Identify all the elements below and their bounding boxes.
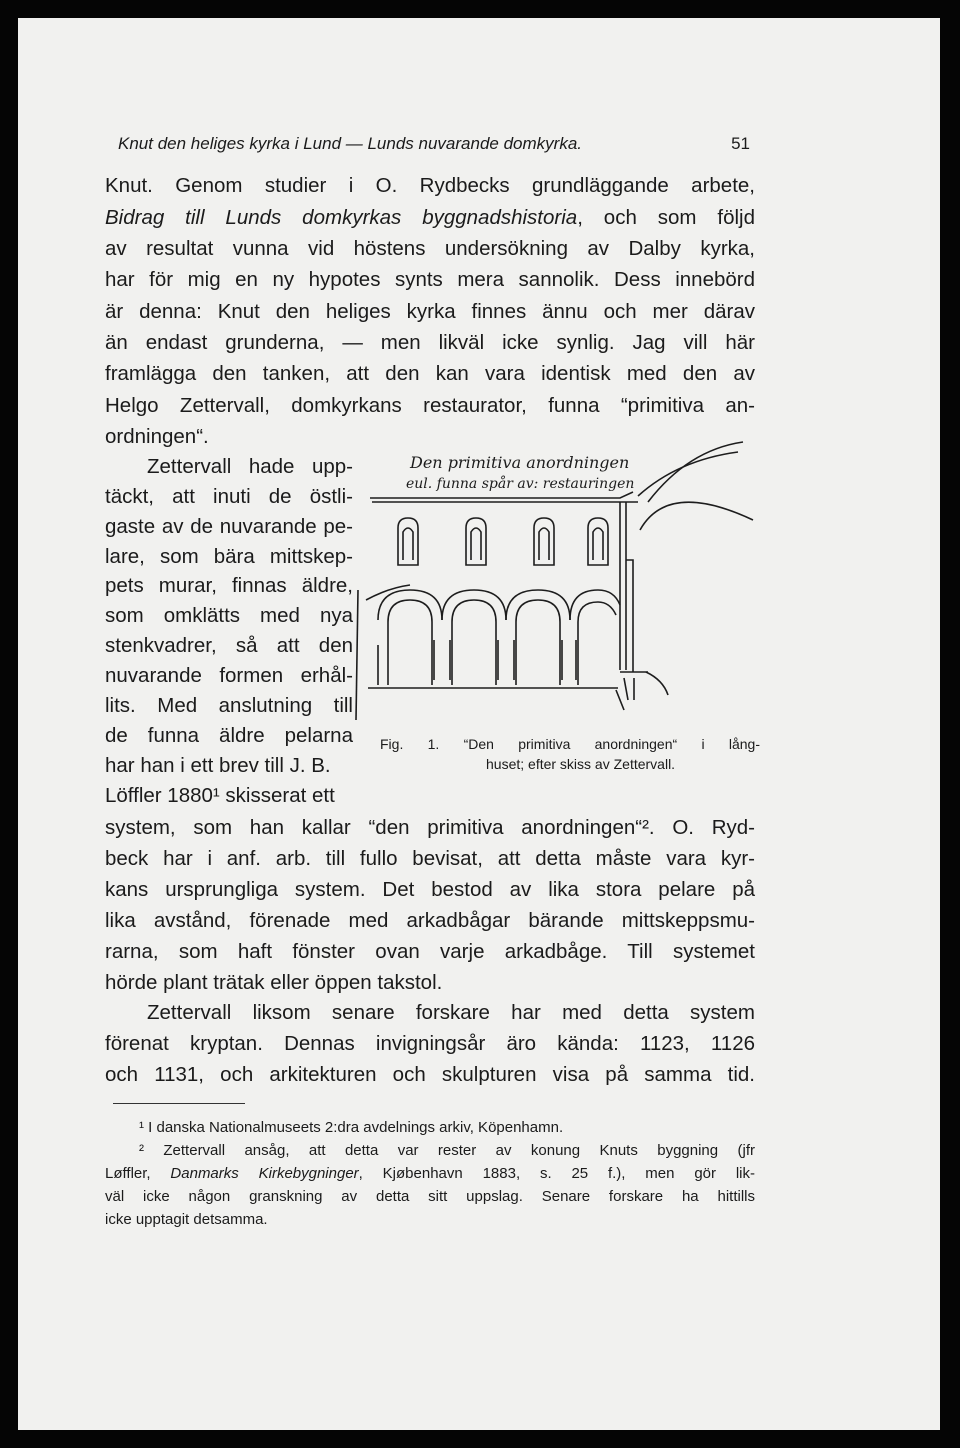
body-line: framlägga den tanken, att den kan vara identisk med den av [105,362,755,385]
footnote: väl icke någon granskning av detta sitt uppslag. Senare forskare ha hittills [105,1188,755,1205]
figure-sketch [348,440,768,740]
side-line: lits. Med anslutning till [105,694,353,717]
body-line: beck har i anf. arb. till fullo bevisat, att detta måste vara kyr- [105,847,755,870]
body-line: ordningen“. [105,425,209,448]
sketch-handwriting-1: Den primitiva anordningen [410,453,630,472]
side-line: har han i ett brev till J. B. [105,754,331,777]
side-line: täckt, att inuti de östli- [105,485,353,508]
side-line: de funna äldre pelarna [105,724,353,747]
body-line: Knut. Genom studier i O. Rydbecks grundläggande arbete, [105,174,755,197]
arcade-piers [378,622,578,685]
body-line: Zettervall liksom senare forskare har med detta system [147,1001,755,1024]
body-line: är denna: Knut den heliges kyrka finnes ännu och mer därav [105,300,755,323]
body-line: har för mig en ny hypotes synts mera sannolik. Dess innebörd [105,268,755,291]
side-line: Zettervall hade upp- [147,455,353,478]
arcade-arches [366,585,620,622]
body-line: system, som han kallar “den primitiva anordningen“². O. Ryd- [105,816,755,839]
running-header [118,134,750,154]
clerestory-windows [398,518,608,565]
side-line: som omklätts med nya [105,604,353,627]
body-line: Helgo Zettervall, domkyrkans restaurator, funna “primitiva an- [105,394,755,417]
side-line: Löffler 1880¹ skisserat ett [105,784,335,807]
body-line: rarna, som haft fönster ovan varje arkadbåge. Till systemet [105,940,755,963]
side-line: pets murar, finnas äldre, [105,574,353,597]
caption-line: huset; efter skiss av Zettervall. [486,756,676,772]
side-line: gaste av de nuvarande pe- [105,515,353,538]
footnote: ¹ I danska Nationalmuseets 2:dra avdelnings arkiv, Köpenhamn. [139,1119,564,1136]
page-number: 51 [731,134,750,153]
sketch-handwriting-2: eul. funna spår av: restauringen [406,476,635,492]
body-line: lika avstånd, förenade med arkadbågar bärande mittskeppsmu- [105,909,755,932]
side-line: lare, som bära mittskep- [105,545,353,568]
body-line: än endast grunderna, — men likväl icke synlig. Jag vill här [105,331,755,354]
side-line: nuvarande formen erhål- [105,664,353,687]
footnote: icke upptagit detsamma. [105,1211,268,1228]
side-line: stenkvadrer, så att den [105,634,353,657]
body-line: och 1131, och arkitekturen och skulpturen visa på samma tid. [105,1063,755,1086]
footnote: ² Zettervall ansåg, att detta var rester av konung Knuts byggning (jfr [139,1142,755,1159]
caption-line: Fig. 1. “Den primitiva anordningen“ i lång- [380,736,760,752]
footnote-rule [113,1103,245,1104]
footnote: Løffler, Danmarks Kirkebygninger, Kjøbenhavn 1883, s. 25 f.), men gör lik- [105,1165,756,1182]
running-title: Knut den heliges kyrka i Lund — Lunds nuvarande domkyrka. [118,134,582,153]
body-line-title: Bidrag till Lunds domkyrkas byggnadshistoria, och som följd [105,206,756,229]
body-line: hörde plant trätak eller öppen takstol. [105,971,443,994]
book-title: Bidrag till Lunds domkyrkas byggnadshistoria [105,206,578,229]
footnote-book-title: Danmarks Kirkebygninger [170,1165,359,1182]
body-line: av resultat vunna vid höstens undersökning av Dalby kyrka, [105,237,755,260]
body-line: förenat kryptan. Dennas invigningsår äro kända: 1123, 1126 [105,1032,755,1055]
body-line: kans ursprungliga system. Det bestod av lika stora pelare på [105,878,755,901]
figure-caption [380,734,760,774]
